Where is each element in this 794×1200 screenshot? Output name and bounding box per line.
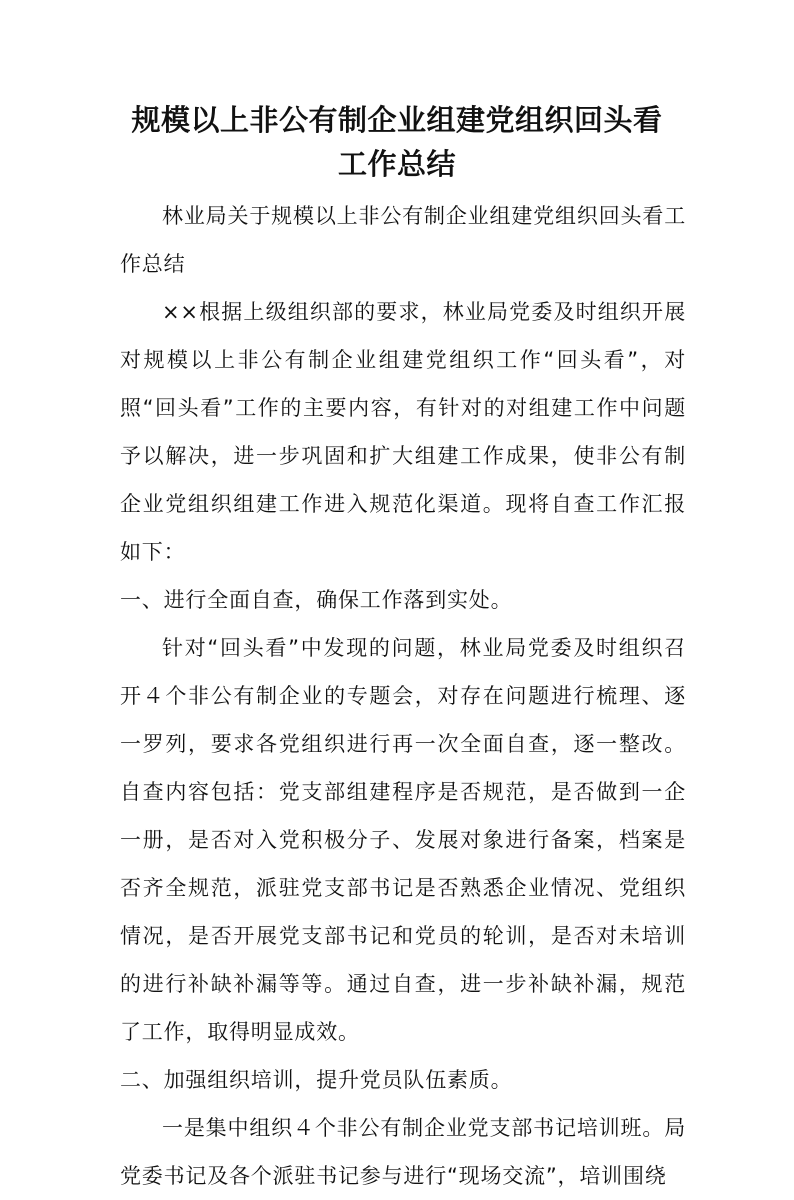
paragraph-self-check: 针对“回头看”中发现的问题，林业局党委及时组织召开４个非公有制企业的专题会，对存在问题进行梳理、逐一罗列，要求各党组织进行再一次全面自查，逐一整改。自查内容包括：党支部组建程序是否规范，是否做到一企一册，是否对入党积极分子、发展对象进行备案，档案是否齐全规范，派驻党支部书记是否熟悉企业情况、党组织情况，是否开展党支部书记和党员的轮训，是否对未培训的进行补缺补漏等等。通过自查，进一步补缺补漏，规范了工作，取得明显成效。 [120,636,686,1044]
paragraph-training: 一是集中组织４个非公有制企业党支部书记培训班。局党委书记及各个派驻书记参与进行“现场交流”，培训围绕 [120,1116,686,1188]
paragraph-overview: ××根据上级组织部的要求，林业局党委及时组织开展对规模以上非公有制企业组建党组织工作“回头看”，对照“回头看”工作的主要内容，有针对的对组建工作中问题予以解决，进一步巩固和扩大组建工作成果，使非公有制企业党组织组建工作进入规范化渠道。现将自查工作汇报如下： [120,300,686,564]
document-body [120,192,686,1200]
document-title-line-2: 工作总结 [337,147,456,181]
paragraph-intro: 林业局关于规模以上非公有制企业组建党组织回头看工作总结 [120,204,686,276]
section-heading-2: 二、加强组织培训，提升党员队伍素质。 [120,1068,513,1092]
document-title-line-1: 规模以上非公有制企业组建党组织回头看 [131,103,663,137]
section-heading-1: 一、进行全面自查，确保工作落到实处。 [120,588,513,612]
